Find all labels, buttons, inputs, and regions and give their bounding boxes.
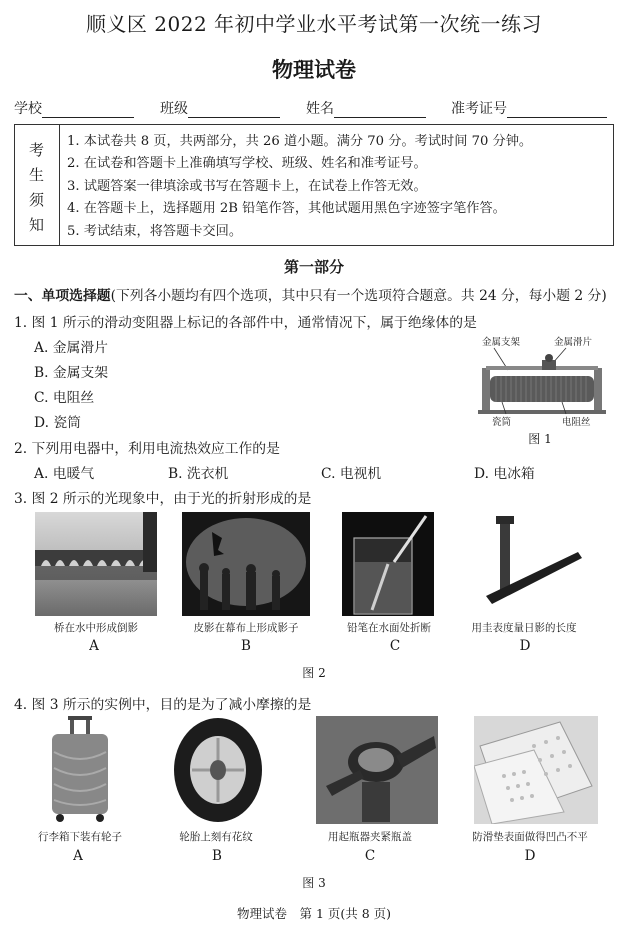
fig3-caption-c: 用起瓶器夹紧瓶盖: [328, 831, 412, 843]
q1-option-a: A. 金属滑片: [34, 340, 108, 356]
figure-2-caption: 图 2: [302, 666, 326, 680]
notice-list: [67, 131, 532, 243]
school-field: [14, 98, 134, 118]
school-blank: [42, 103, 134, 118]
gnomon-photo: [466, 512, 582, 616]
q2-option-a: A. 电暖气: [34, 466, 95, 482]
fig3-caption-d: 防滑垫表面做得凹凸不平: [472, 831, 588, 843]
fig2-caption-d: 用圭表度量日影的长度: [471, 622, 577, 634]
name-blank: [334, 103, 426, 118]
fig3-letter-a: A: [73, 848, 83, 864]
notice-head-char: 考: [29, 141, 45, 159]
shadow-puppet-photo: [182, 512, 310, 616]
fig2-caption-b: 皮影在幕布上形成影子: [193, 622, 299, 634]
class-blank: [188, 103, 280, 118]
question-2-stem: 2. 下列用电器中，利用电流热效应工作的是: [14, 441, 280, 457]
exam-notice-box: [14, 124, 614, 246]
notice-head-char: 知: [29, 216, 45, 234]
fig2-letter-d: D: [519, 638, 531, 654]
q2-option-d: D. 电冰箱: [474, 466, 535, 482]
fig3-caption-b: 轮胎上刻有花纹: [179, 831, 253, 843]
page-footer: 物理试卷 第 1 页(共 8 页): [236, 906, 392, 921]
fig2-letter-a: A: [89, 638, 99, 654]
figure-3-caption: 图 3: [302, 876, 326, 890]
pencil-in-water-photo: [342, 512, 434, 616]
fig1-label-wire: 电阻丝: [562, 417, 591, 428]
name-label: 姓名: [306, 101, 334, 117]
suitcase-photo: [40, 716, 120, 824]
bottle-opener-photo: [316, 716, 438, 824]
school-label: 学校: [14, 101, 42, 117]
fig2-caption-c: 铅笔在水面处折断: [347, 622, 431, 634]
notice-head-char: 生: [29, 166, 45, 184]
class-label: 班级: [160, 101, 188, 117]
page-subtitle: 物理试卷: [272, 57, 356, 82]
notice-heading: [15, 125, 60, 245]
exam-id-label: 准考证号: [451, 101, 507, 117]
notice-item: 5. 考试结束，将答题卡交回。: [67, 223, 243, 239]
q1-option-b: B. 金属支架: [34, 365, 109, 381]
section-heading: [14, 284, 607, 304]
fig3-letter-b: B: [212, 848, 222, 864]
fig3-letter-c: C: [364, 848, 376, 864]
question-3-stem: 3. 图 2 所示的光现象中，由于光的折射形成的是: [14, 491, 312, 507]
section-heading-label: 一、单项选择题: [14, 288, 111, 304]
q2-option-c: C. 电视机: [321, 466, 382, 482]
fig3-caption-a: 行李箱下装有轮子: [38, 831, 122, 843]
fig1-label-porcelain: 瓷筒: [492, 417, 512, 428]
part-title: 第一部分: [283, 258, 344, 276]
figure-1-caption: 图 1: [528, 432, 552, 446]
fig1-label-frame: 金属支架: [482, 337, 521, 348]
student-info-row: [14, 98, 614, 120]
fig2-letter-b: B: [241, 638, 251, 654]
class-field: [160, 98, 280, 118]
notice-head-char: 须: [29, 191, 45, 209]
q2-option-b: B. 洗衣机: [168, 466, 229, 482]
notice-item: 2. 在试卷和答题卡上准确填写学校、班级、姓名和准考证号。: [67, 156, 427, 172]
section-heading-note: (下列各小题均有四个选项，其中只有一个选项符合题意。共 24 分，每小题 2 分): [110, 288, 607, 304]
tire-photo: [160, 716, 270, 824]
fig3-letter-d: D: [524, 848, 536, 864]
exam-id-blank: [507, 103, 607, 118]
fig2-letter-c: C: [389, 638, 401, 654]
fig1-label-slider: 金属滑片: [554, 337, 593, 348]
question-4-stem: 4. 图 3 所示的实例中，目的是为了减小摩擦的是: [14, 697, 312, 713]
q1-option-c: C. 电阻丝: [34, 390, 95, 406]
name-field: [306, 98, 426, 118]
q1-option-d: D. 瓷筒: [34, 415, 81, 431]
anti-slip-mat-photo: [474, 716, 598, 824]
notice-item: 3. 试题答案一律填涂或书写在答题卡上，在试卷上作答无效。: [67, 178, 427, 194]
page-title: 顺义区 2022 年初中学业水平考试第一次统一练习: [85, 12, 543, 36]
fig2-caption-a: 桥在水中形成倒影: [54, 622, 138, 634]
notice-item: 1. 本试卷共 8 页，共两部分，共 26 道小题。满分 70 分。考试时间 70 分钟。: [67, 134, 533, 149]
exam-id-field: [451, 98, 607, 118]
rheostat-figure: [468, 330, 616, 430]
bridge-reflection-photo: [35, 512, 157, 616]
question-1-stem: 1. 图 1 所示的滑动变阻器上标记的各部件中，通常情况下，属于绝缘体的是: [14, 315, 477, 331]
notice-item: 4. 在答题卡上，选择题用 2B 铅笔作答，其他试题用黑色字迹签字笔作答。: [67, 201, 506, 217]
